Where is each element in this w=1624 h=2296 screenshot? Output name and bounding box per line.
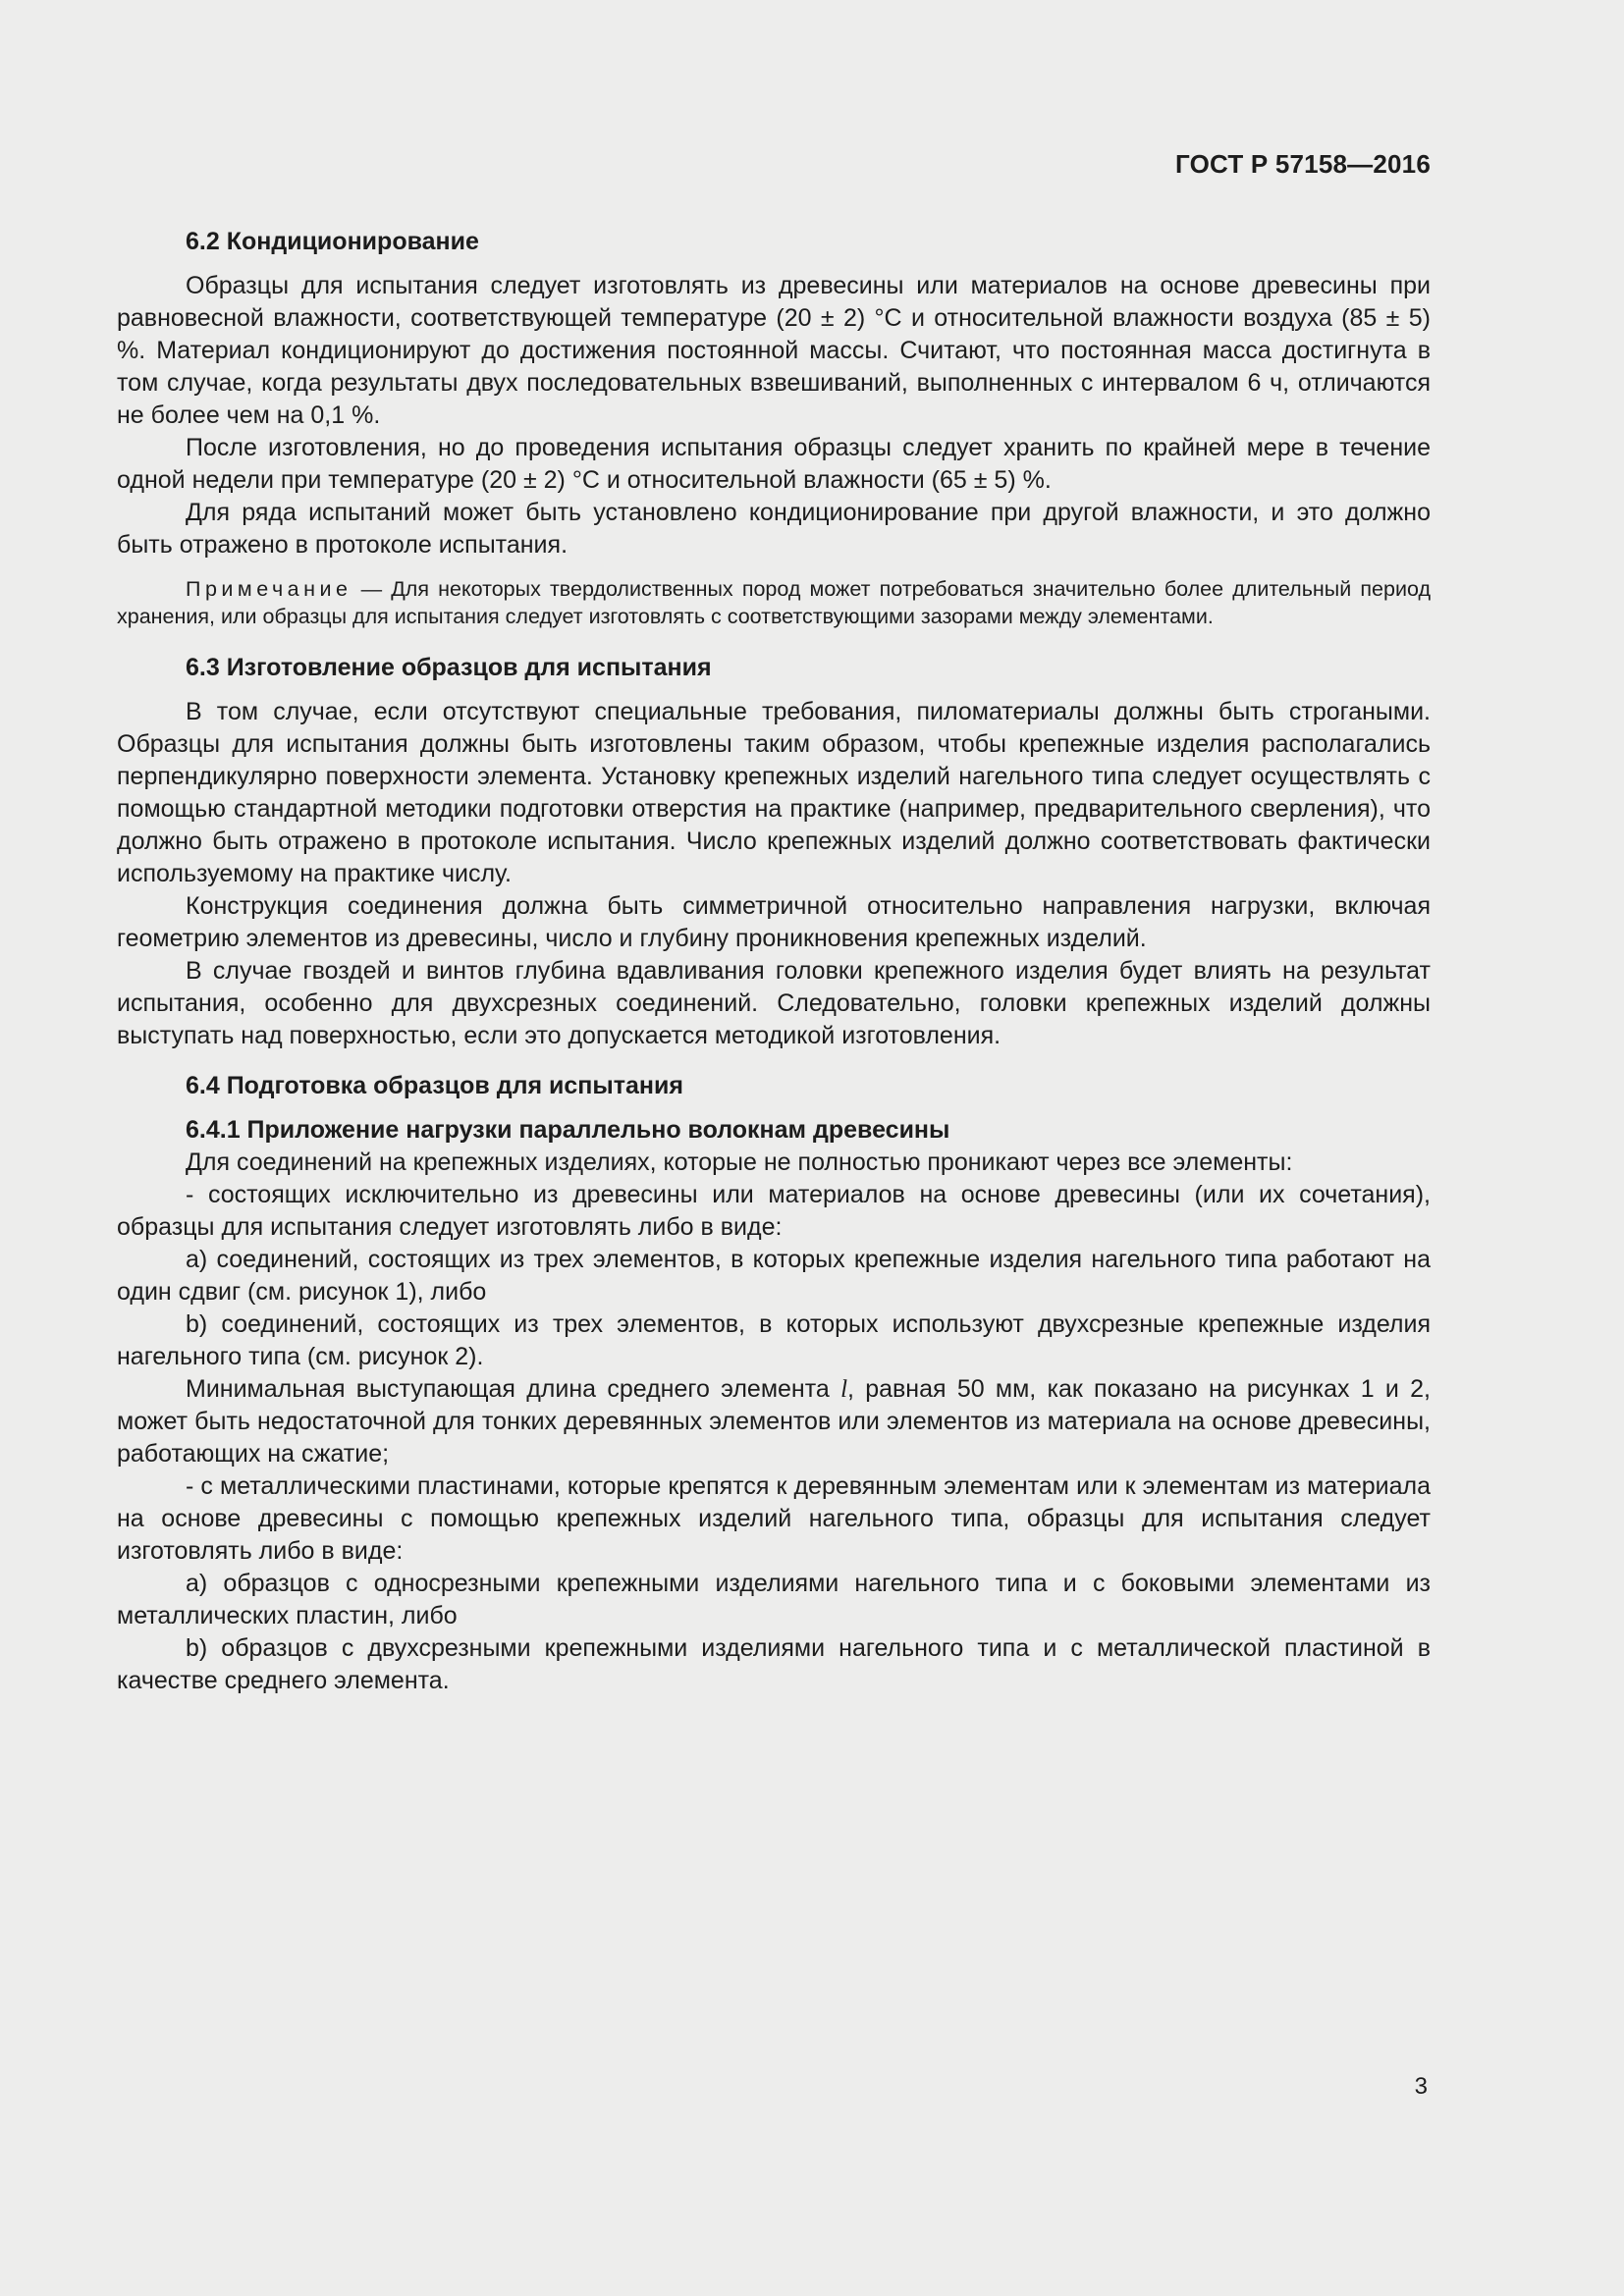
section-6-4-paragraph: b) соединений, состоящих из трех элементов, в которых используют двухсрезные крепежные изделия нагельного типа (см. рисунок 2). bbox=[117, 1310, 1431, 1370]
paragraph-text: Минимальная выступающая длина среднего элемента bbox=[186, 1375, 841, 1403]
section-6-4-paragraph: Для соединений на крепежных изделиях, которые не полностью проникают через все элементы: bbox=[186, 1148, 1293, 1176]
section-6-3-title: 6.3 Изготовление образцов для испытания bbox=[186, 654, 712, 681]
section-6-4-paragraph: b) образцов с двухсрезными крепежными изделиями нагельного типа и с металлической пластиной в качестве среднего элемента. bbox=[117, 1634, 1431, 1694]
section-6-4-title: 6.4 Подготовка образцов для испытания bbox=[186, 1072, 683, 1099]
variable-l: l bbox=[840, 1376, 848, 1403]
section-6-4-1-title: 6.4.1 Приложение нагрузки параллельно волокнам древесины bbox=[186, 1116, 950, 1144]
document-body bbox=[117, 226, 1431, 1697]
section-6-3-paragraph: В том случае, если отсутствуют специальные требования, пиломатериалы должны быть строгаными. Образцы для испытания должны быть изготовлены таким образом, чтобы крепежные изделия располагались перпендикулярно поверхности элемента. Установку крепежных изделий нагельного типа следует осуществлять с помощью стандартной методики подготовки отверстия на практике (например, предварительного сверления), что должно быть отражено в протоколе испытания. Число крепежных изделий должно соответствовать фактически используемому на практике числу. bbox=[117, 698, 1431, 887]
note bbox=[117, 575, 1431, 630]
section-6-3-paragraph: Конструкция соединения должна быть симметричной относительно направления нагрузки, включая геометрию элементов из древесины, число и глубину проникновения крепежных изделий. bbox=[117, 892, 1431, 952]
document-id: ГОСТ Р 57158—2016 bbox=[1175, 149, 1431, 179]
section-6-2-paragraph: Образцы для испытания следует изготовлять из древесины или материалов на основе древесины при равновесной влажности, соответствующей температуре (20 ± 2) °С и относительной влажности воздуха (85 ± 5) %. Материал кондиционируют до достижения постоянной массы. Считают, что постоянная масса достигнута в том случае, когда результаты двух последовательных взвешиваний, выполненных с интервалом 6 ч, отличаются не более чем на 0,1 %. bbox=[117, 272, 1431, 429]
section-6-2-title: 6.2 Кондиционирование bbox=[186, 228, 479, 255]
section-6-4-paragraph: - состоящих исключительно из древесины или материалов на основе древесины (или их сочетания), образцы для испытания следует изготовлять либо в виде: bbox=[117, 1181, 1431, 1241]
section-6-4-paragraph: a) соединений, состоящих из трех элементов, в которых крепежные изделия нагельного типа работают на один сдвиг (см. рисунок 1), либо bbox=[117, 1246, 1431, 1306]
page-number: 3 bbox=[1414, 2073, 1428, 2100]
note-text: — Для некоторых твердолиственных пород может потребоваться значительно более длительный период хранения, или образцы для испытания следует изготовлять с соответствующими зазорами между элементами. bbox=[117, 577, 1431, 628]
section-6-4-paragraph bbox=[117, 1373, 1431, 1470]
section-6-2-paragraph: После изготовления, но до проведения испытания образцы следует хранить по крайней мере в течение одной недели при температуре (20 ± 2) °С и относительной влажности (65 ± 5) %. bbox=[117, 434, 1431, 494]
section-6-4-paragraph: - с металлическими пластинами, которые крепятся к деревянным элементам или к элементам из материала на основе древесины с помощью крепежных изделий нагельного типа, образцы для испытания следует изготовлять либо в виде: bbox=[117, 1472, 1431, 1565]
section-6-3-paragraph: В случае гвоздей и винтов глубина вдавливания головки крепежного изделия будет влиять на результат испытания, особенно для двухсрезных соединений. Следовательно, головки крепежных изделий должны выступать над поверхностью, если это допускается методикой изготовления. bbox=[117, 957, 1431, 1049]
note-label: Примечание bbox=[186, 577, 352, 601]
section-6-4-paragraph: a) образцов с односрезными крепежными изделиями нагельного типа и с боковыми элементами из металлических пластин, либо bbox=[117, 1570, 1431, 1629]
section-6-2-paragraph: Для ряда испытаний может быть установлено кондиционирование при другой влажности, и это должно быть отражено в протоколе испытания. bbox=[117, 499, 1431, 559]
paragraph-text: , равная 50 мм, как показано на рисунках 1 и 2, может быть недостаточной для тонких деревянных элементов или элементов из материала на основе древесины, работающих на сжатие; bbox=[117, 1375, 1431, 1468]
